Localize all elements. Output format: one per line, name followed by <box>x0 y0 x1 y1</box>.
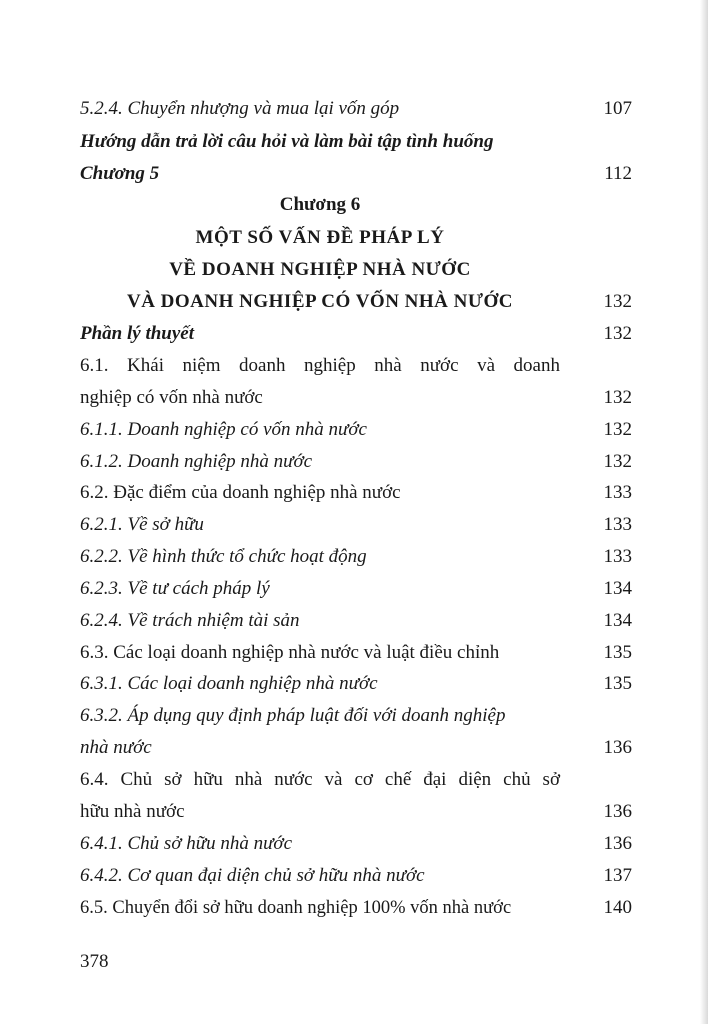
toc-entry-6-2-3: 6.2.3. Về tư cách pháp lý <box>80 578 270 599</box>
toc-page: 133 <box>603 482 632 503</box>
toc-page: 132 <box>603 291 632 312</box>
toc-entry-theory: Phần lý thuyết <box>80 323 195 344</box>
toc-entry-guide: Hướng dẫn trả lời câu hỏi và làm bài tập tình huống <box>80 131 494 152</box>
toc-entry-6-4: 6.4. Chủ sở hữu nhà nước và cơ chế đại diện chủ sở <box>80 769 560 790</box>
toc-page: 132 <box>603 419 632 440</box>
toc-page: 137 <box>603 865 632 886</box>
toc-entry-6-1-cont: nghiệp có vốn nhà nước <box>80 387 263 408</box>
chapter-label: Chương 6 <box>279 194 361 215</box>
toc-entry-6-3-2: 6.3.2. Áp dụng quy định pháp luật đối với doanh nghiệp <box>80 705 506 726</box>
toc-page: 140 <box>603 897 632 918</box>
toc-page: 134 <box>603 610 632 631</box>
toc-entry-6-4-cont: hữu nhà nước <box>80 801 185 822</box>
toc-entry-6-1-1: 6.1.1. Doanh nghiệp có vốn nhà nước <box>80 419 367 440</box>
toc-entry-6-3-2-cont: nhà nước <box>80 737 152 758</box>
toc-entry-6-1: 6.1. Khái niệm doanh nghiệp nhà nước và doanh <box>80 355 560 376</box>
chapter-title-line-1: MỘT SỐ VẤN ĐỀ PHÁP LÝ <box>195 227 445 248</box>
toc-entry-5-2-4: 5.2.4. Chuyển nhượng và mua lại vốn góp <box>80 98 400 119</box>
toc-page: 112 <box>604 163 632 184</box>
toc-entry-6-4-2: 6.4.2. Cơ quan đại diện chủ sở hữu nhà nước <box>80 865 425 886</box>
toc-page: 135 <box>603 642 632 663</box>
toc-entry-6-5: 6.5. Chuyển đổi sở hữu doanh nghiệp 100% vốn nhà nước <box>80 898 512 918</box>
toc-entry-6-2: 6.2. Đặc điểm của doanh nghiệp nhà nước <box>80 482 401 503</box>
toc-page: 132 <box>603 387 632 408</box>
chapter-title-line-3: VÀ DOANH NGHIỆP CÓ VỐN NHÀ NƯỚC <box>126 291 513 312</box>
toc-entry-chapter5: Chương 5 <box>80 163 160 184</box>
toc-entry-6-2-1: 6.2.1. Về sở hữu <box>80 514 204 535</box>
toc-entry-6-2-4: 6.2.4. Về trách nhiệm tài sản <box>80 610 300 631</box>
page-edge-shadow <box>700 0 708 1024</box>
toc-entry-6-3: 6.3. Các loại doanh nghiệp nhà nước và luật điều chỉnh <box>80 642 500 663</box>
toc-page: 133 <box>603 514 632 535</box>
page-number: 378 <box>80 951 109 972</box>
toc-entry-6-4-1: 6.4.1. Chủ sở hữu nhà nước <box>80 833 293 854</box>
toc-page: 134 <box>603 578 632 599</box>
toc-page: 107 <box>603 98 632 119</box>
chapter-title-line-2: VỀ DOANH NGHIỆP NHÀ NƯỚC <box>169 259 471 280</box>
toc-page: 136 <box>603 737 632 758</box>
toc-page: 135 <box>603 673 632 694</box>
toc-entry-6-3-1: 6.3.1. Các loại doanh nghiệp nhà nước <box>80 673 378 694</box>
toc-page: 136 <box>603 801 632 822</box>
toc-page: 132 <box>603 323 632 344</box>
toc-page: 136 <box>603 833 632 854</box>
toc-page: 132 <box>603 451 632 472</box>
toc-page: 133 <box>603 546 632 567</box>
toc-entry-6-1-2: 6.1.2. Doanh nghiệp nhà nước <box>80 451 313 472</box>
toc-entry-6-2-2: 6.2.2. Về hình thức tổ chức hoạt động <box>80 546 367 567</box>
